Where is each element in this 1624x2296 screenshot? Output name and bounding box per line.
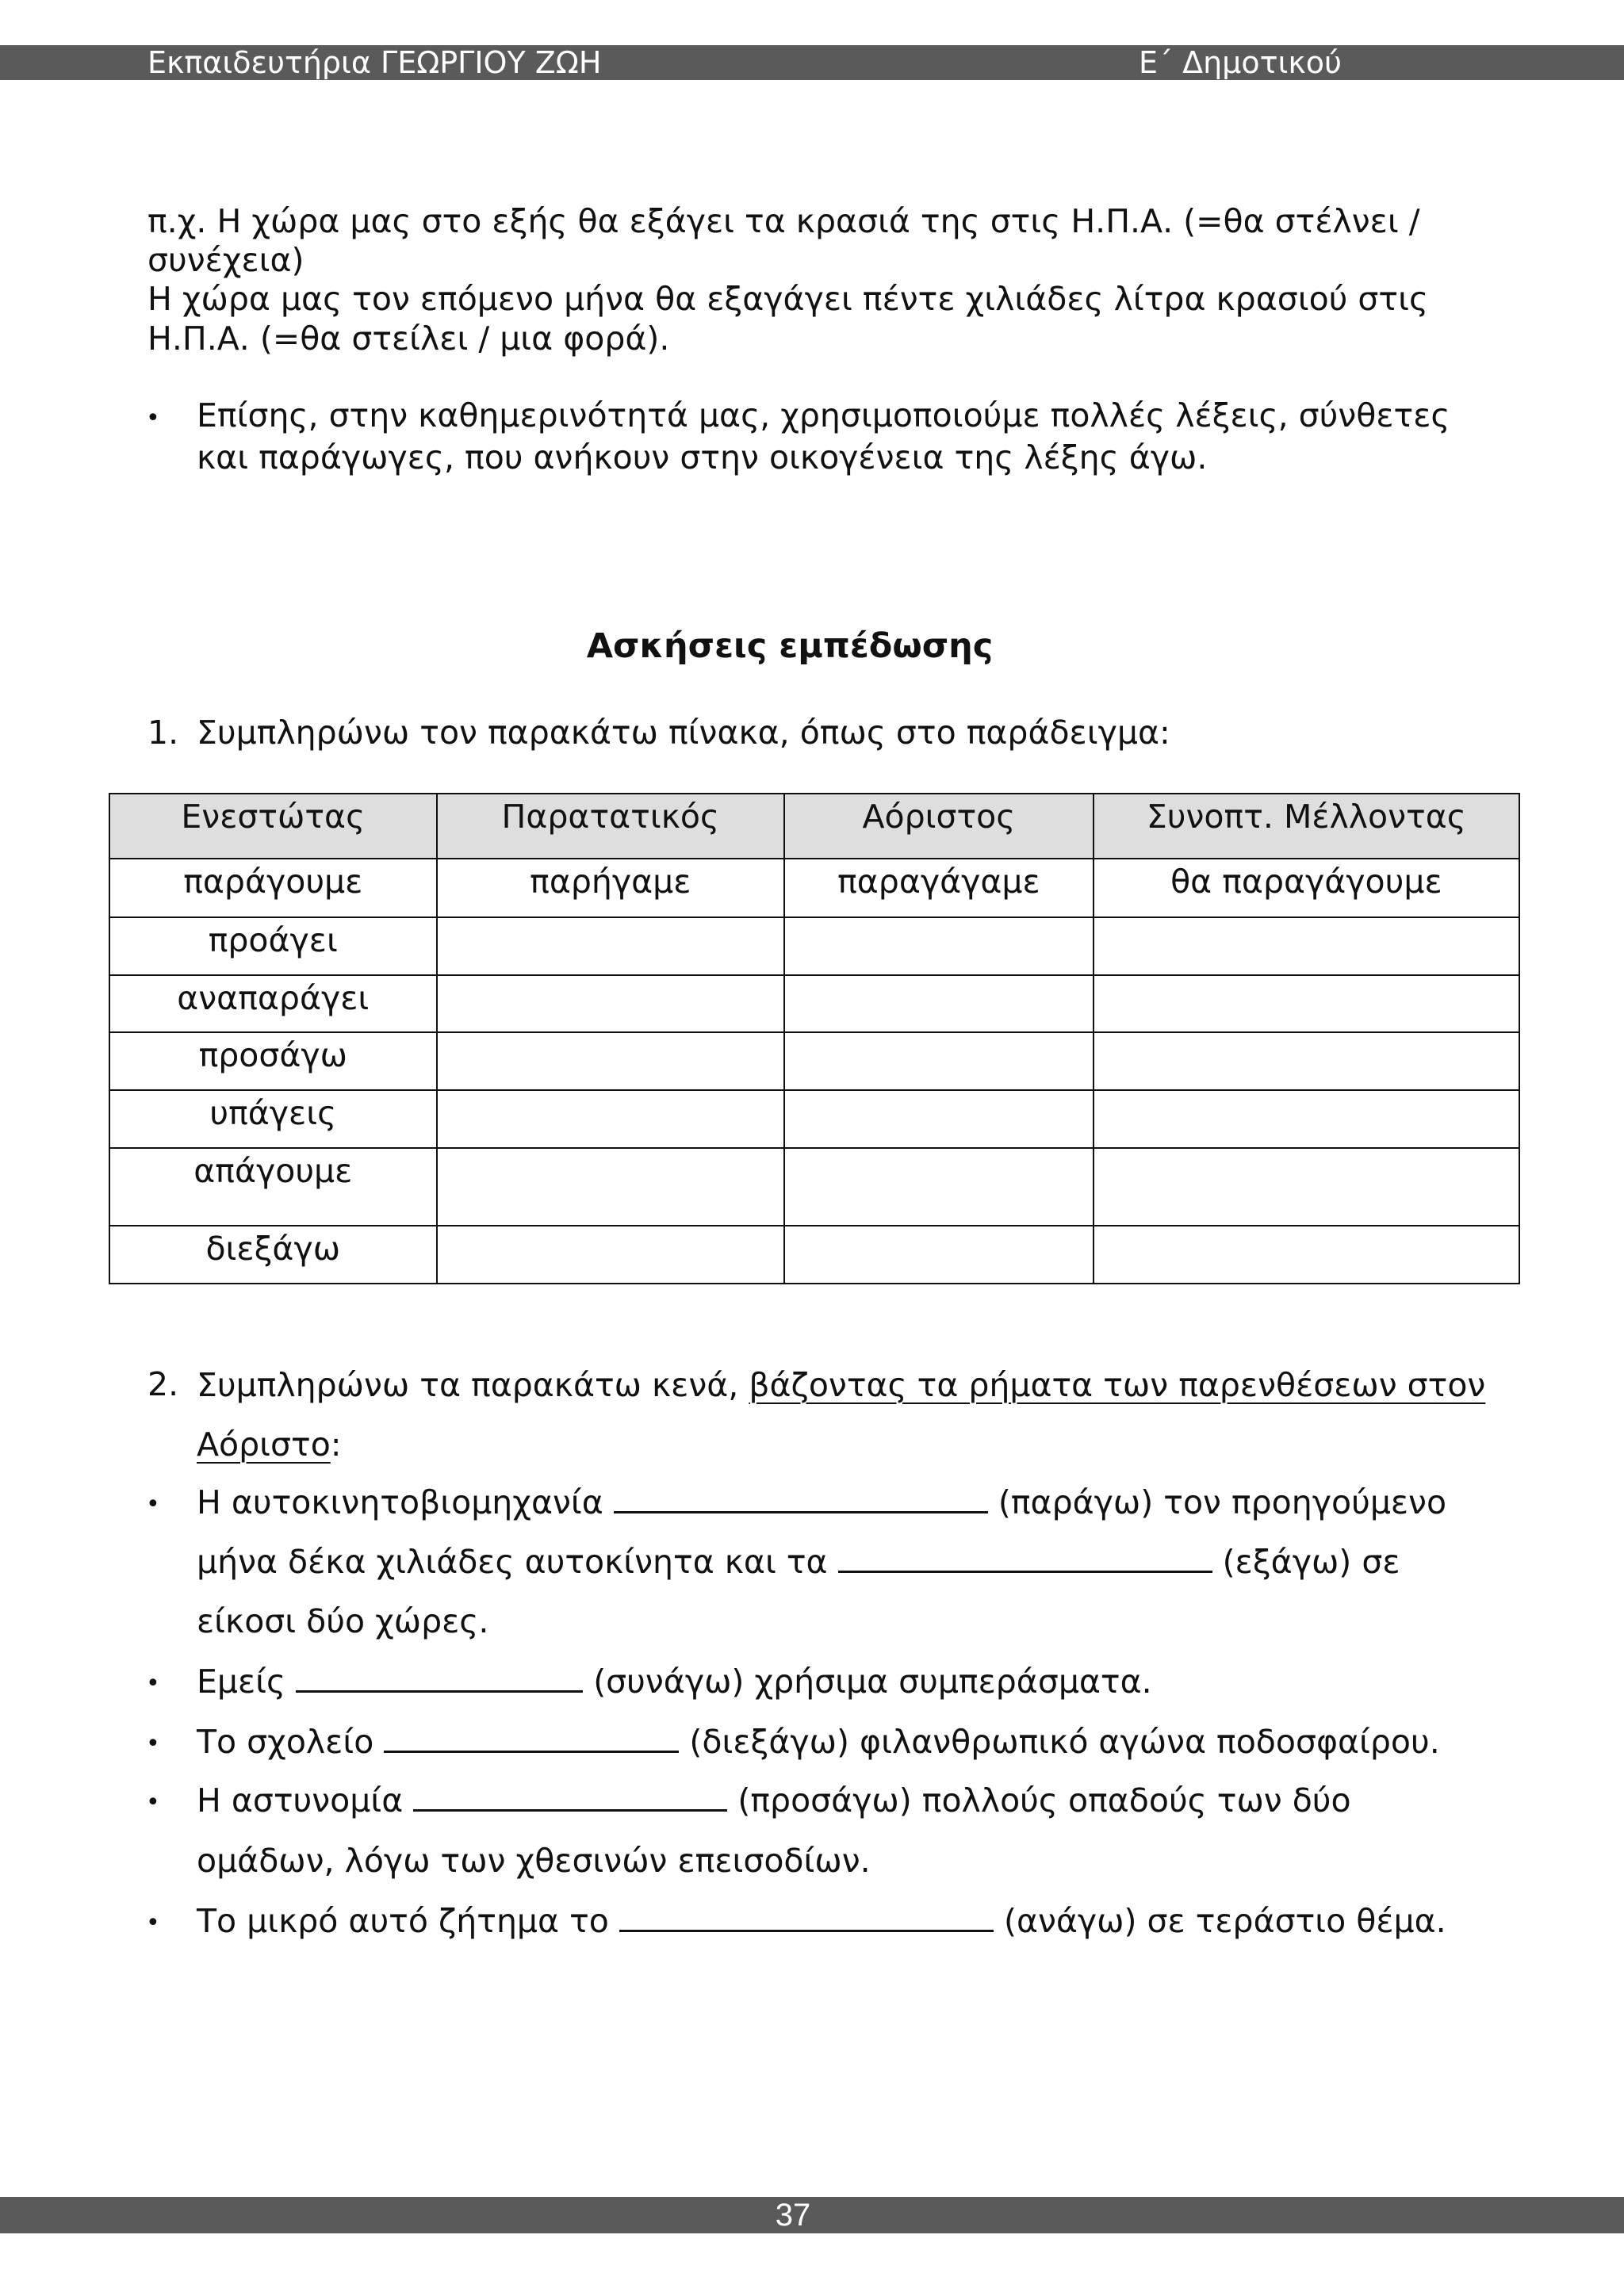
table-cell: παρήγαμε: [437, 859, 785, 917]
blank-field[interactable]: [384, 1724, 679, 1753]
answer-cell[interactable]: [437, 1226, 785, 1284]
item-c-post: (διεξάγω) φιλανθρωπικό αγώνα ποδοσφαίρου.: [689, 1723, 1440, 1761]
item-a-line-1: [197, 1481, 1446, 1525]
item-b-post: (συνάγω) χρήσιμα συμπεράσματα.: [593, 1663, 1152, 1701]
column-header-present: Ενεστώτας: [109, 794, 437, 859]
table-row: [109, 859, 1519, 917]
exercise-1-instruction: Συμπληρώνω τον παρακάτω πίνακα, όπως στο παράδειγμα:: [197, 714, 1170, 752]
exercise-2-instruction-line-2: [197, 1423, 342, 1467]
item-d-line-2: ομάδων, λόγω των χθεσινών επεισοδίων.: [197, 1842, 871, 1880]
exercise-2-number: 2.: [147, 1365, 179, 1403]
table-row: [109, 1226, 1519, 1284]
answer-cell[interactable]: [784, 1148, 1094, 1226]
exercise-2-instruction-aorist: Αόριστο: [197, 1425, 331, 1464]
item-b-pre: Εμείς: [197, 1663, 286, 1701]
answer-cell[interactable]: [1094, 975, 1519, 1032]
item-b: [197, 1660, 1152, 1704]
exercise-2-instruction-start: Συμπληρώνω τα παρακάτω κενά,: [197, 1366, 749, 1404]
answer-cell[interactable]: [437, 917, 785, 975]
item-bullet: •: [146, 1730, 160, 1758]
answer-cell[interactable]: [437, 975, 785, 1032]
table-cell: προσάγω: [109, 1032, 437, 1090]
answer-cell[interactable]: [437, 1090, 785, 1148]
item-bullet: •: [146, 1670, 160, 1697]
intro-line-1: π.χ. Η χώρα μας στο εξής θα εξάγει τα κρασιά της στις Η.Π.Α. (=θα στέλνει /: [147, 202, 1420, 240]
blank-field[interactable]: [619, 1903, 994, 1932]
table-cell: παραγάγαμε: [784, 859, 1094, 917]
blank-field[interactable]: [296, 1663, 583, 1693]
answer-cell[interactable]: [1094, 1226, 1519, 1284]
section-title-text: Ασκήσεις εμπέδωσης: [586, 626, 994, 666]
item-e-post: (ανάγω) σε τεράστιο θέμα.: [1003, 1902, 1446, 1940]
item-bullet: •: [146, 1789, 160, 1816]
column-header-aorist: Αόριστος: [784, 794, 1094, 859]
column-header-imperfect: Παρατατικός: [437, 794, 785, 859]
item-d-pre: Η αστυνομία: [197, 1781, 404, 1820]
table-header-row: [109, 794, 1519, 859]
answer-cell[interactable]: [437, 1032, 785, 1090]
note-bullet: •: [146, 404, 160, 432]
item-d-line-1: [197, 1779, 1351, 1823]
item-a-line-3: είκοσι δύο χώρες.: [197, 1602, 489, 1640]
exercise-2-instruction-underlined: βάζοντας τα ρήματα των παρενθέσεων στον: [749, 1366, 1486, 1404]
item-a-line2-post: (εξάγω) σε: [1222, 1543, 1400, 1581]
table-cell: προάγει: [109, 917, 437, 975]
column-header-future: Συνοπτ. Μέλλοντας: [1094, 794, 1519, 859]
table-row: [109, 917, 1519, 975]
page-number: 37: [775, 2198, 811, 2233]
intro-line-3: Η χώρα μας τον επόμενο μήνα θα εξαγάγει πέντε χιλιάδες λίτρα κρασιού στις: [147, 280, 1429, 318]
school-name: Εκπαιδευτήρια ΓΕΩΡΓΙΟΥ ΖΩΗ: [147, 45, 602, 80]
answer-cell[interactable]: [784, 917, 1094, 975]
table-row: [109, 1032, 1519, 1090]
item-e: [197, 1900, 1446, 1943]
table-row: [109, 1148, 1519, 1226]
intro-line-4: Η.Π.Α. (=θα στείλει / μια φορά).: [147, 320, 670, 358]
answer-cell[interactable]: [784, 1032, 1094, 1090]
table-cell: παράγουμε: [109, 859, 437, 917]
table-cell: διεξάγω: [109, 1226, 437, 1284]
item-bullet: •: [146, 1909, 160, 1937]
item-bullet: •: [146, 1490, 160, 1518]
blank-field[interactable]: [413, 1782, 727, 1812]
table-cell: υπάγεις: [109, 1090, 437, 1148]
table-cell: αναπαράγει: [109, 975, 437, 1032]
answer-cell[interactable]: [1094, 1032, 1519, 1090]
answer-cell[interactable]: [784, 1090, 1094, 1148]
section-title: [0, 626, 1624, 666]
table-row: [109, 975, 1519, 1032]
intro-line-2: συνέχεια): [147, 241, 304, 279]
answer-cell[interactable]: [1094, 1090, 1519, 1148]
item-a-line-2: [197, 1540, 1400, 1584]
exercise-2-instruction-colon: :: [330, 1425, 342, 1464]
item-a-mid: (παράγω) τον προηγούμενο: [998, 1483, 1447, 1521]
answer-cell[interactable]: [1094, 1148, 1519, 1226]
item-d-post: (προσάγω) πολλούς οπαδούς των δύο: [737, 1781, 1351, 1820]
blank-field[interactable]: [838, 1544, 1212, 1573]
exercise-2-instruction: [197, 1364, 1485, 1407]
blank-field[interactable]: [614, 1484, 988, 1513]
exercise-1-number: 1.: [147, 714, 179, 752]
note-line-1: Επίσης, στην καθημερινότητά μας, χρησιμοποιούμε πολλές λέξεις, σύνθετες: [197, 396, 1450, 434]
answer-cell[interactable]: [1094, 917, 1519, 975]
table-cell: απάγουμε: [109, 1148, 437, 1226]
item-e-pre: Το μικρό αυτό ζήτημα το: [197, 1902, 609, 1940]
answer-cell[interactable]: [437, 1148, 785, 1226]
grade-label: Ε΄ Δημοτικού: [1139, 45, 1342, 80]
note-line-2: και παράγωγες, που ανήκουν στην οικογένεια της λέξης άγω.: [197, 438, 1208, 476]
table-row: [109, 1090, 1519, 1148]
answer-cell[interactable]: [784, 1226, 1094, 1284]
verb-tense-table: [109, 793, 1520, 1284]
item-c: [197, 1720, 1440, 1764]
answer-cell[interactable]: [784, 975, 1094, 1032]
item-a-line2-pre: μήνα δέκα χιλιάδες αυτοκίνητα και τα: [197, 1543, 828, 1581]
table-cell: θα παραγάγουμε: [1094, 859, 1519, 917]
item-c-pre: Το σχολείο: [197, 1723, 374, 1761]
page-header: [0, 45, 1624, 80]
item-a-pre: Η αυτοκινητοβιομηχανία: [197, 1483, 603, 1521]
